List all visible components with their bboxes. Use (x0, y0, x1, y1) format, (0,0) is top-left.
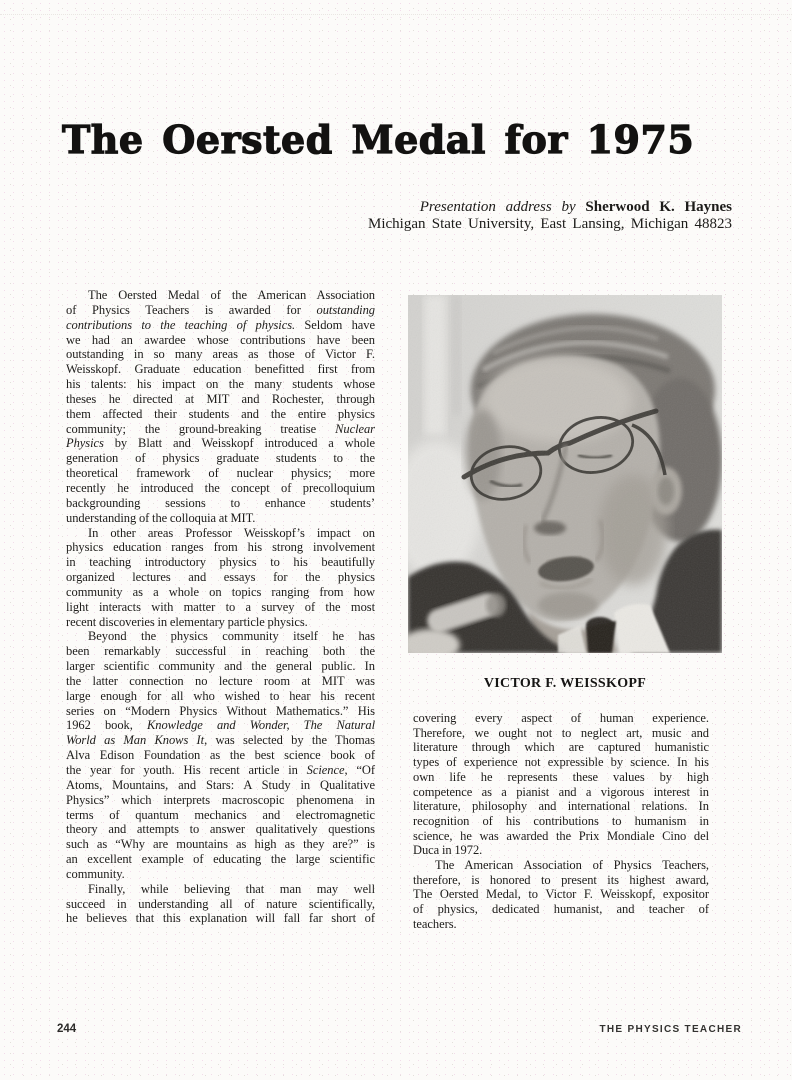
text-line: backgrounding sessions to enhance students’ (66, 495, 375, 510)
paragraph (66, 882, 375, 927)
text-line: science, he was awarded the Prix Mondiale Cino del (413, 828, 709, 843)
byline-speaker: Sherwood K. Haynes (585, 199, 732, 215)
text-line: his talents: his impact on the many students whose (66, 377, 375, 392)
text-line: been remarkably successful in reaching both the (66, 644, 375, 659)
text-line: own life he represents these values by high (413, 769, 709, 784)
text-line: literature, philosophy and international relations. In (413, 799, 709, 814)
text-line: therefore, is honored to present its highest award, (413, 872, 709, 887)
page-title: The Oersted Medal for 1975 (62, 117, 695, 162)
text-line: literature through which are captured humanistic (413, 740, 709, 755)
text-line: we had an awardee whose contributions have been (66, 332, 375, 347)
text-line: them affected their students and the entire physics (66, 406, 375, 421)
article-text-right (413, 711, 709, 932)
text-line: an excellent example of educating the large scientific (66, 852, 375, 867)
text-line: The Oersted Medal of the American Association (88, 288, 375, 302)
text-line: Therefore, we ought not to neglect art, music and (413, 725, 709, 740)
text-line: types of experience not expressible by science. In his (413, 755, 709, 770)
text-line: community as a whole on topics ranging from how (66, 584, 375, 599)
text-line: Physics” which interprets macroscopic phenomena in (66, 792, 375, 807)
byline (330, 199, 732, 233)
text-line: recently he introduced the concept of precolloquium (66, 480, 375, 495)
text-line: the year for youth. His recent article in Science, “Of (66, 763, 375, 777)
text-line: understanding of the colloquia at MIT. (66, 510, 256, 525)
text-line: Duca in 1972. (413, 843, 483, 858)
text-line: large enough for all who wished to hear his recent (66, 688, 375, 703)
page-footer (57, 1023, 742, 1035)
text-line: the latter connection no lecture room at MIT was (66, 673, 375, 688)
text-line: Finally, while believing that man may well (88, 881, 375, 896)
text-line: Beyond the physics community itself he has (88, 629, 375, 644)
paragraph (66, 288, 375, 526)
portrait-photo (408, 295, 722, 653)
text-line: light interacts with matter to a survey of the most (66, 599, 375, 614)
text-line: In other areas Professor Weisskopf’s impact on (88, 525, 375, 540)
paragraph (66, 629, 375, 881)
photo-caption: VICTOR F. WEISSKOPF (483, 676, 647, 691)
text-line: terms of quantum mechanics and electromagnetic (66, 807, 375, 822)
text-line: community; the ground-breaking treatise Nuclear (66, 421, 375, 436)
text-line: contributions to the teaching of physics. Seldom have (66, 317, 375, 332)
text-line: community. (66, 866, 125, 881)
text-line: outstanding in so many areas as those of Victor F. (66, 347, 375, 362)
text-line: in teaching introductory physics to his beautifully (66, 555, 375, 570)
text-line: covering every aspect of human experience. (413, 711, 709, 725)
paragraph (413, 858, 709, 932)
text-line: such as “Why are mountains as high as they are?” is (66, 837, 375, 852)
text-line: Physics by Blatt and Weisskopf introduced a whole (66, 436, 375, 451)
byline-prefix: Presentation address by (419, 199, 576, 215)
text-line: larger scientific community and the general public. In (66, 659, 375, 674)
byline-affiliation: Michigan State University, East Lansing, Michigan 48823 (368, 216, 732, 232)
page-number: 244 (57, 1023, 77, 1035)
text-line: series on “Modern Physics Without Mathematics.” His (66, 703, 375, 718)
article-column-right (408, 295, 722, 932)
byline-presenter (330, 199, 732, 215)
text-line: organized lectures and essays for the physics (66, 570, 375, 585)
text-line: theoretical framework of nuclear physics; more (66, 466, 375, 481)
portrait-photo-graphic (408, 295, 722, 653)
text-line: 1962 book, Knowledge and Wonder, The Natural (66, 718, 375, 733)
text-line: competence as a pianist and a vigorous interest in (413, 784, 709, 799)
text-line: World as Man Knows It, was selected by the Thomas (66, 733, 375, 748)
journal-name: THE PHYSICS TEACHER (599, 1024, 742, 1035)
text-line: recent discoveries in elementary particle physics. (66, 614, 308, 629)
article-column-left (66, 288, 375, 926)
text-line: generation of physics graduate students to the (66, 451, 375, 466)
text-line: The Oersted Medal, to Victor F. Weisskopf, expositor (413, 887, 709, 902)
text-line: of physics, dedicated humanist, and teacher of (413, 902, 709, 917)
text-line: theory and attempts to answer qualitatively questions (66, 822, 375, 837)
text-line: theses he directed at MIT and Rochester, through (66, 391, 375, 406)
text-line: recognition of his contributions to humanism in (413, 813, 709, 828)
text-line: he believes that this explanation will fall far short of (66, 911, 375, 926)
paragraph (66, 526, 375, 630)
text-line: Atoms, Mountains, and Stars: A Study in Qualitative (66, 777, 375, 792)
text-line: succeed in understanding all of nature scientifically, (66, 896, 375, 911)
text-line: Weisskopf. Graduate education benefitted first from (66, 362, 375, 377)
text-line: teachers. (413, 916, 457, 931)
scan-artifact-line (0, 14, 792, 15)
text-line: The American Association of Physics Teachers, (435, 858, 709, 873)
text-line: physics education ranges from his strong involvement (66, 540, 375, 555)
text-line: of Physics Teachers is awarded for outstanding (66, 302, 375, 317)
paragraph (413, 711, 709, 858)
text-line: Alva Edison Foundation as the best science book of (66, 748, 375, 763)
